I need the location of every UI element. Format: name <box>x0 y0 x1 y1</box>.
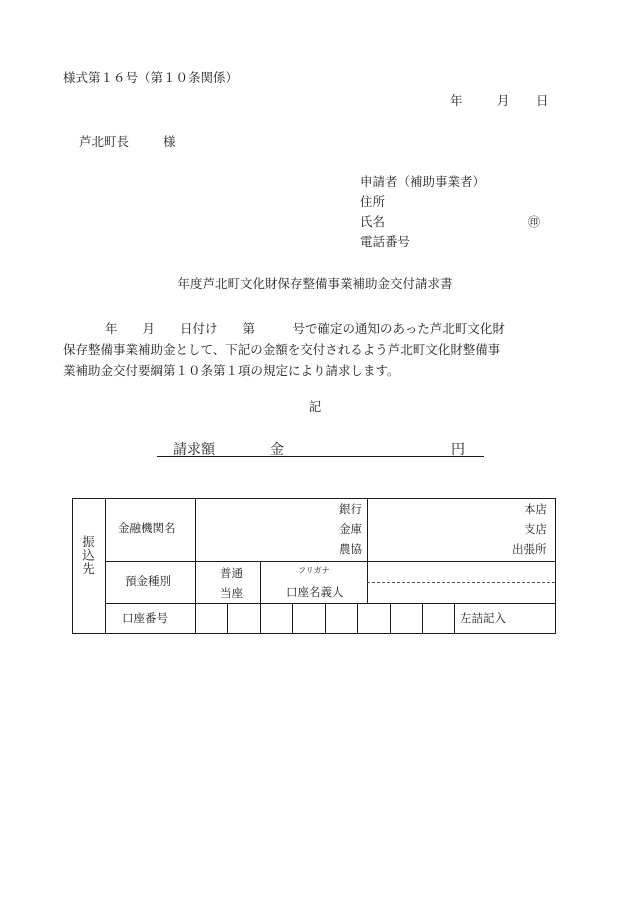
branch-type-office: 出張所 <box>512 542 547 556</box>
financial-institution-label: 金融機関名 <box>118 521 176 535</box>
date-year: 年 <box>450 93 463 108</box>
ki-heading: 記 <box>308 399 322 414</box>
grid-line <box>367 499 368 561</box>
grid-line <box>260 603 261 633</box>
furigana-divider <box>367 582 555 583</box>
applicant-address-label: 住所 <box>360 194 386 209</box>
deposit-option-current: 当座 <box>220 586 243 600</box>
body-line-1: 年 月 日付け 第 号で確定の通知のあった芦北町文化財 <box>105 321 505 336</box>
grid-line <box>357 603 358 633</box>
furigana-label: フリガナ <box>298 566 330 575</box>
bank-type-bank: 銀行 <box>339 502 362 516</box>
amount-label: 請求額 <box>173 442 215 458</box>
date-month: 月 <box>497 93 510 108</box>
date-day: 日 <box>536 93 549 108</box>
amount-kin: 金 <box>270 442 284 458</box>
deposit-option-ordinary: 普通 <box>220 566 243 580</box>
bank-transfer-table <box>72 498 556 634</box>
left-fill-note: 左詰記入 <box>460 611 506 625</box>
account-number-label: 口座番号 <box>122 611 168 625</box>
request-amount-line <box>157 437 484 457</box>
amount-yen: 円 <box>451 442 465 458</box>
grid-line <box>105 603 555 604</box>
transfer-destination-label: 振込先 <box>80 535 96 576</box>
grid-line <box>227 603 228 633</box>
applicant-heading: 申請者（補助事業者） <box>360 174 486 189</box>
deposit-type-label: 預金種別 <box>125 574 171 588</box>
bank-type-nokyo: 農協 <box>339 542 362 556</box>
grid-line <box>260 561 261 603</box>
grid-line <box>195 499 196 633</box>
grid-line <box>292 603 293 633</box>
addressee-name: 芦北町長 <box>79 134 130 149</box>
addressee-honorific: 様 <box>163 134 176 149</box>
grid-line <box>105 499 106 633</box>
applicant-name-label: 氏名 <box>360 214 386 229</box>
branch-type-main: 本店 <box>524 502 547 516</box>
document-title: 年度芦北町文化財保存整備事業補助金交付請求書 <box>177 276 453 291</box>
branch-type-branch: 支店 <box>524 522 547 536</box>
addressee <box>79 136 176 149</box>
account-holder-label: 口座名義人 <box>286 585 344 599</box>
seal-mark: ㊞ <box>528 215 541 229</box>
grid-line <box>390 603 391 633</box>
applicant-phone-label: 電話番号 <box>360 234 411 249</box>
request-body <box>63 318 568 381</box>
grid-line <box>325 603 326 633</box>
body-line-3: 業補助金交付要綱第１０条第１項の規定により請求します。 <box>63 363 400 378</box>
grid-line <box>454 603 455 633</box>
form-number: 様式第１６号（第１０条関係） <box>63 70 239 85</box>
grid-line <box>422 603 423 633</box>
bank-type-shinkin: 金庫 <box>339 522 362 536</box>
grid-line <box>105 561 555 562</box>
body-line-2: 保存整備事業補助金として、下記の金額を交付されるよう芦北町文化財整備事 <box>63 342 501 357</box>
